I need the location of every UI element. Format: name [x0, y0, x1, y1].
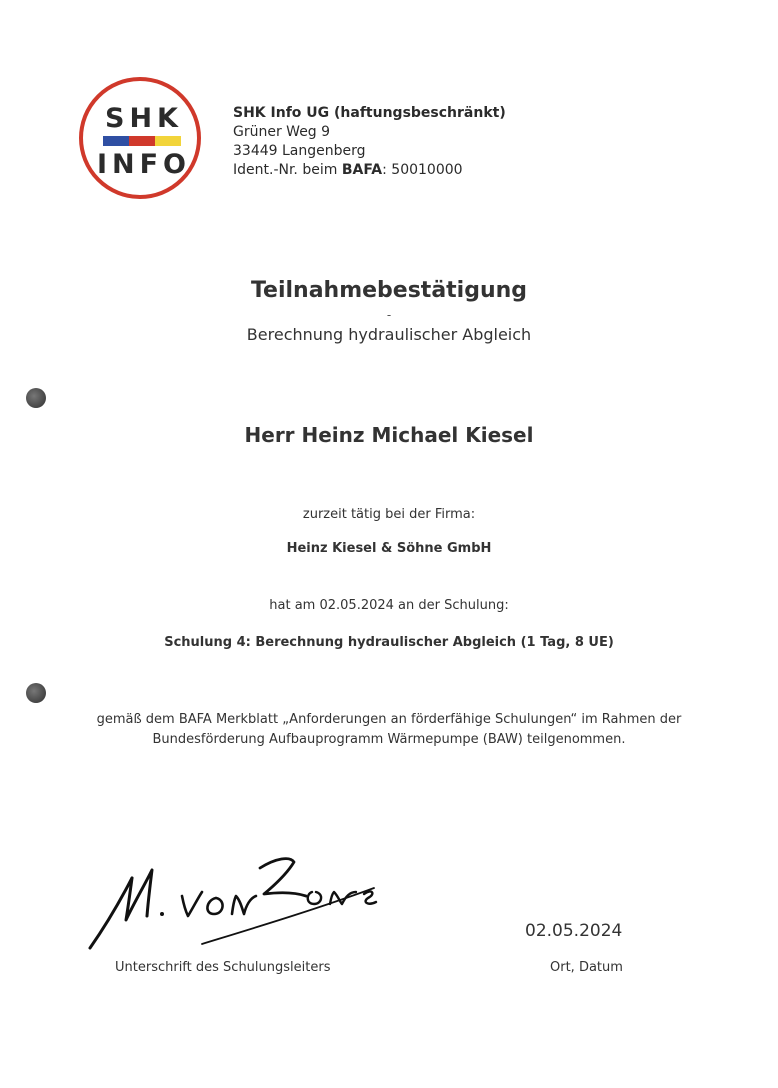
- logo-text-info: INFO: [96, 149, 192, 180]
- legal-basis-line-2: Bundesförderung Aufbauprogramm Wärmepumpe (BAW) teilgenommen.: [152, 732, 626, 747]
- signature-caption: Unterschrift des Schulungsleiters: [115, 960, 331, 975]
- logo-stripe-blue: [103, 136, 129, 146]
- firm-name: Heinz Kiesel & Söhne GmbH: [286, 541, 492, 556]
- logo-stripe-yellow: [155, 136, 181, 146]
- logo-color-stripes: [103, 136, 181, 146]
- attendance-statement: hat am 02.05.2024 an der Schulung:: [269, 598, 509, 613]
- title-separator: -: [386, 308, 392, 322]
- ident-prefix: Ident.-Nr. beim: [233, 162, 342, 178]
- logo-text-shk: SHK: [105, 103, 183, 134]
- sender-company: SHK Info UG (haftungsbeschränkt): [233, 105, 506, 121]
- logo-stripe-red: [129, 136, 155, 146]
- certificate-subtitle: Berechnung hydraulischer Abgleich: [246, 325, 532, 344]
- issue-date: 02.05.2024: [525, 921, 623, 941]
- course-title: Schulung 4: Berechnung hydraulischer Abgleich (1 Tag, 8 UE): [164, 635, 614, 650]
- punch-hole-top: [26, 388, 46, 408]
- handwritten-signature: [84, 848, 384, 958]
- ident-org: BAFA: [341, 162, 383, 178]
- legal-basis-line-1: gemäß dem BAFA Merkblatt „Anforderungen an förderfähige Schulungen“ im Rahmen der: [96, 712, 682, 727]
- ident-number: : 50010000: [382, 162, 463, 178]
- shk-info-logo: [79, 77, 201, 199]
- sender-ident: [233, 161, 506, 180]
- legal-basis: [0, 710, 778, 750]
- sender-address: [233, 104, 506, 180]
- date-caption: Ort, Datum: [550, 960, 623, 975]
- punch-hole-bottom: [26, 683, 46, 703]
- certificate-title: Teilnahmebestätigung: [250, 278, 528, 303]
- participant-name: Herr Heinz Michael Kiesel: [244, 423, 534, 447]
- firm-intro: zurzeit tätig bei der Firma:: [302, 507, 476, 522]
- sender-city: 33449 Langenberg: [233, 143, 366, 159]
- sender-street: Grüner Weg 9: [233, 124, 331, 140]
